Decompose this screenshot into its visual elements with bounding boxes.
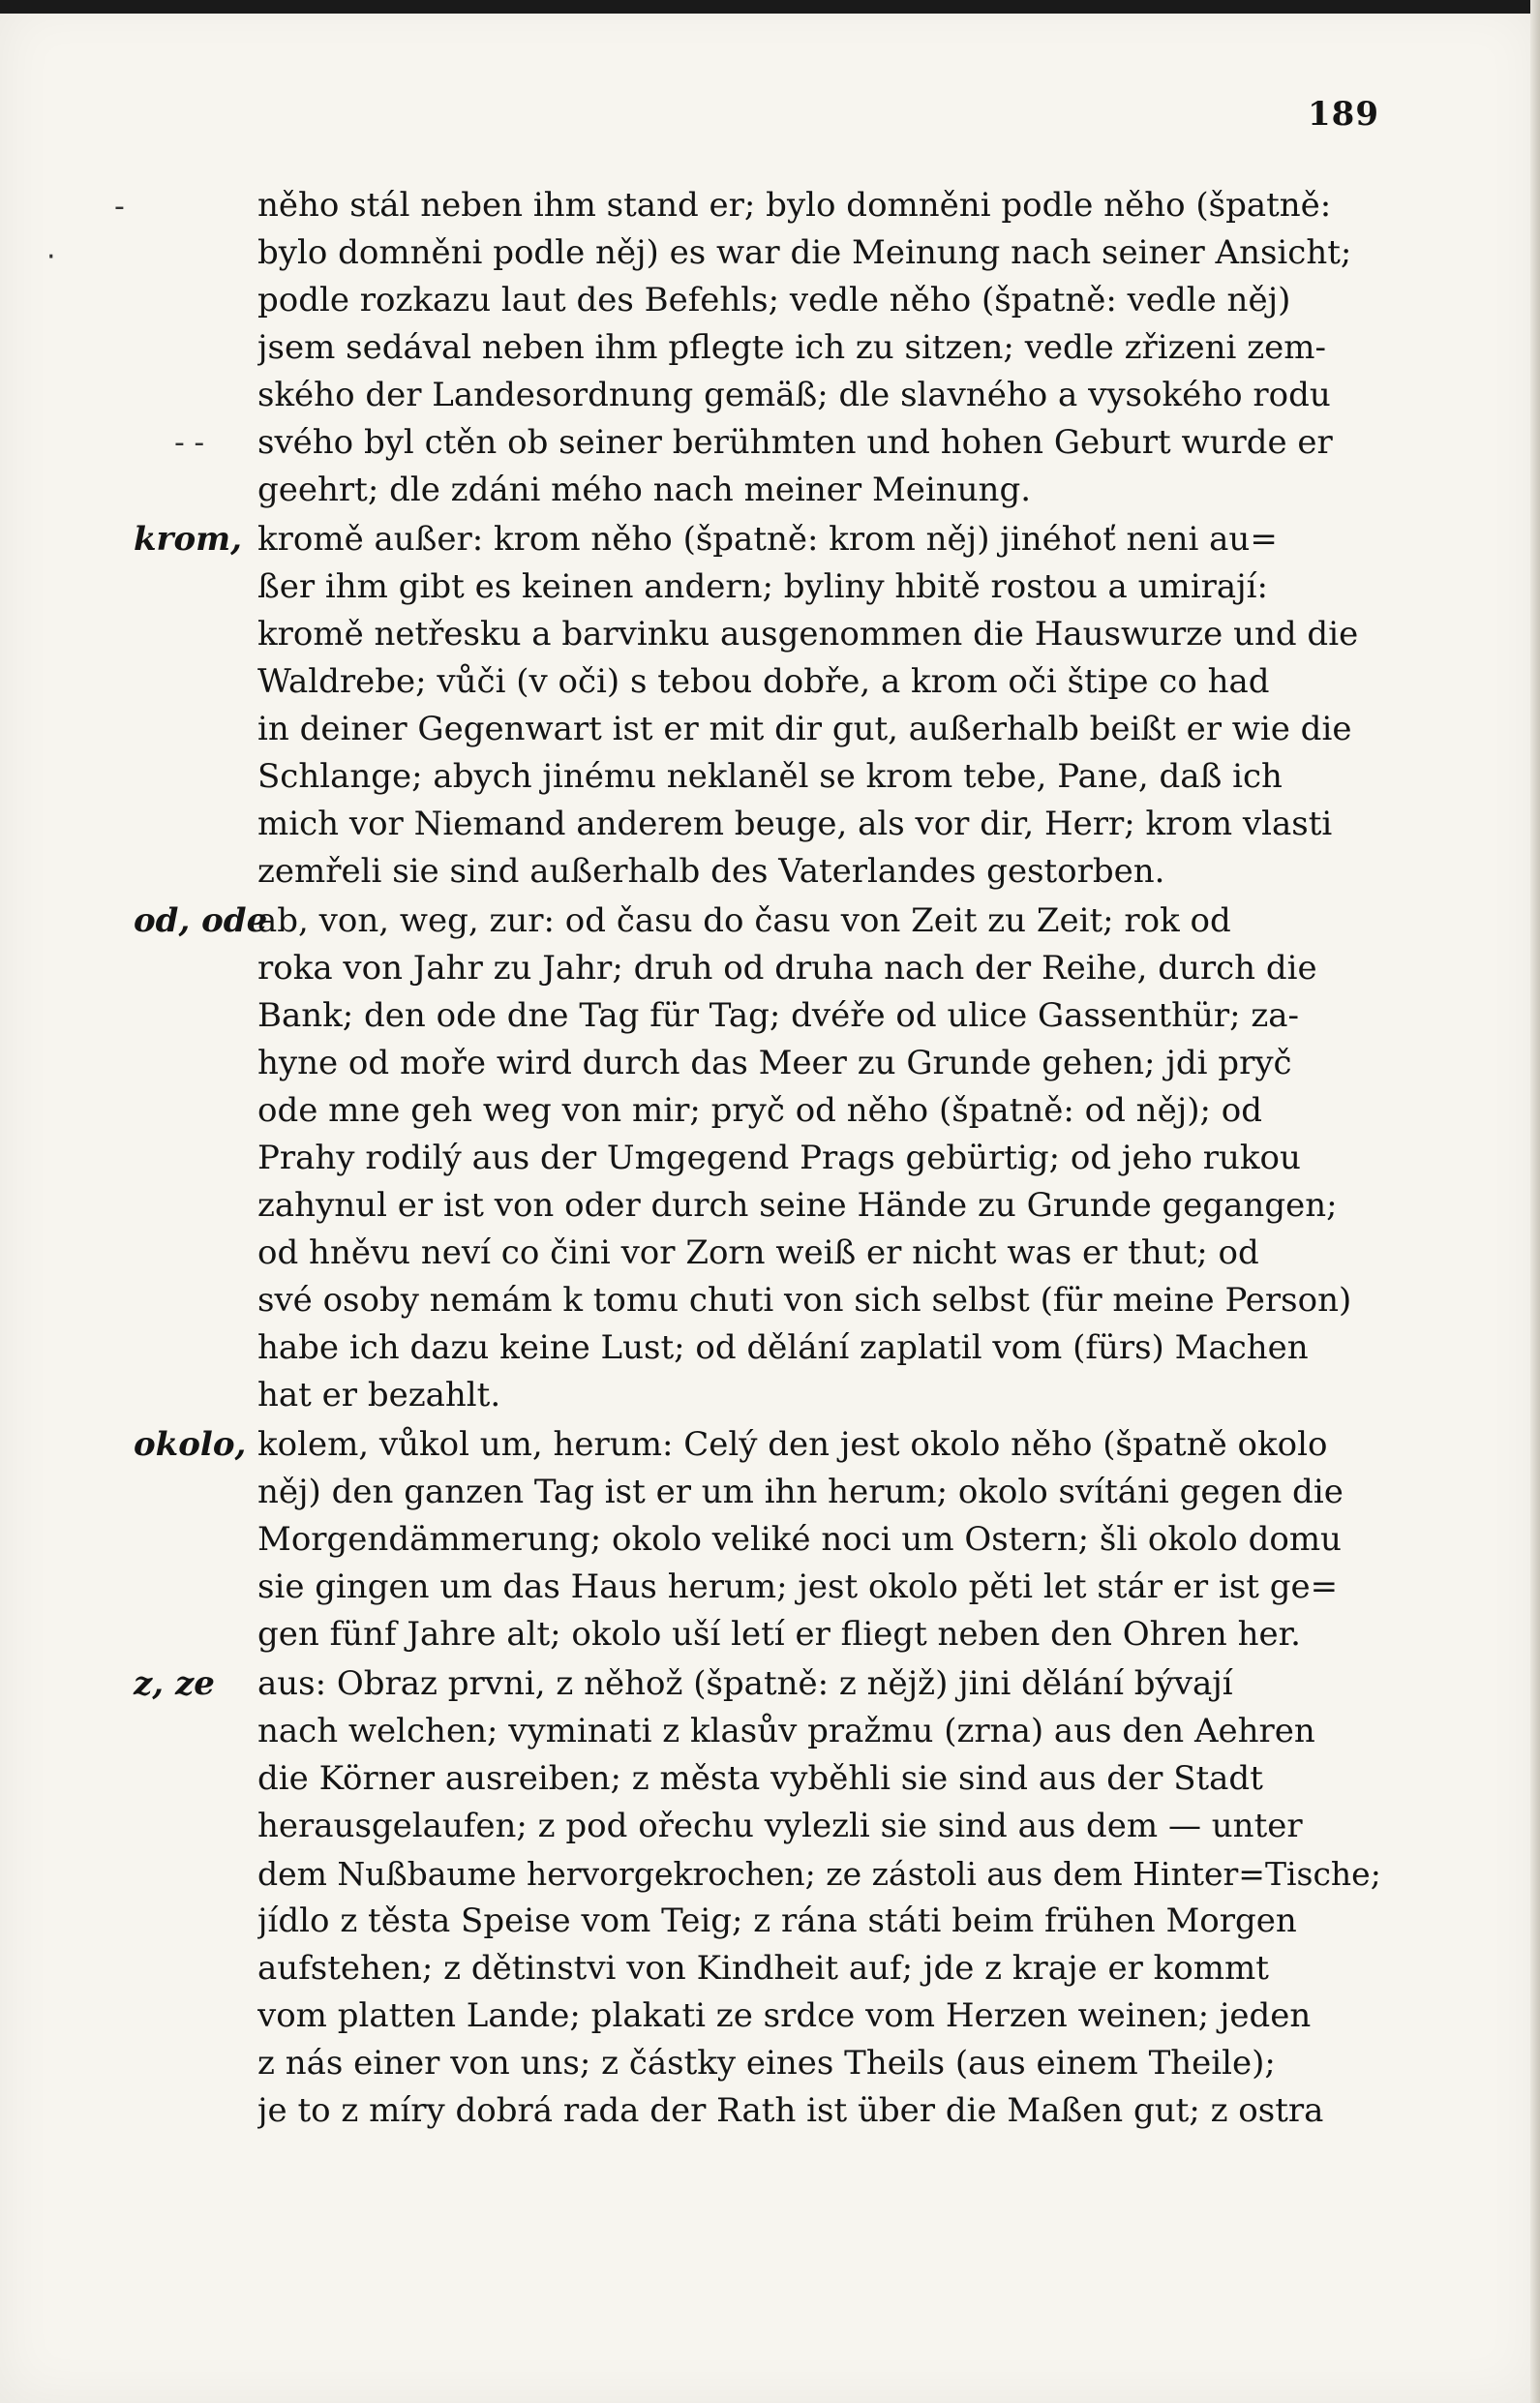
text-line: Prahy rodilý aus der Umgegend Prags gebürtig; od jeho rukou bbox=[257, 1139, 1301, 1177]
entry-body bbox=[257, 1660, 1382, 2135]
page-side-edge bbox=[1530, 0, 1540, 2403]
text-line: in deiner Gegenwart ist er mit dir gut, außerhalb beißt er wie die bbox=[257, 710, 1352, 748]
text-line: roka von Jahr zu Jahr; druh od druha nach der Reihe, durch die bbox=[257, 949, 1317, 988]
text-line: Bank; den ode dne Tag für Tag; dvéře od ulice Gassenthür; za- bbox=[257, 996, 1300, 1035]
text-line: ab, von, weg, zur: od času do času von Zeit zu Zeit; rok od bbox=[257, 901, 1231, 940]
text-line: herausgelaufen; z pod ořechu vylezli sie sind aus dem — unter bbox=[257, 1807, 1303, 1845]
entry-krom bbox=[134, 516, 1382, 896]
text-line: Schlange; abych jinému neklaněl se krom tebe, Pane, daß ich bbox=[257, 757, 1283, 796]
text-line: Waldrebe; vůči (v oči) s tebou dobře, a krom oči štipe co had bbox=[257, 662, 1270, 701]
margin-mark-third: - - bbox=[174, 426, 205, 460]
text-line: Morgendämmerung; okolo veliké noci um Ostern; šli okolo domu bbox=[257, 1520, 1342, 1559]
text-line: ode mne geh weg von mir; pryč od něho (špatně: od něj); od bbox=[257, 1091, 1262, 1130]
text-line: kromě netřesku a barvinku ausgenommen die Hauswurze und die bbox=[257, 615, 1359, 654]
text-line: vom platten Lande; plakati ze srdce vom Herzen weinen; jeden bbox=[257, 1996, 1312, 2035]
entry-headword: od, ode bbox=[134, 901, 268, 940]
text-line: zahynul er ist von oder durch seine Hände zu Grunde gegangen; bbox=[257, 1186, 1338, 1225]
text-line: zemřeli sie sind außerhalb des Vaterlandes gestorben. bbox=[257, 852, 1165, 891]
text-line: svého byl ctěn ob seiner berühmten und hohen Geburt wurde er bbox=[257, 423, 1333, 462]
text-line: aus: Obraz prvni, z něhož (špatně: z nějž) jini dělání bývají bbox=[257, 1664, 1233, 1703]
text-line: mich vor Niemand anderem beuge, als vor dir, Herr; krom vlasti bbox=[257, 805, 1333, 843]
margin-mark-first: - bbox=[114, 190, 125, 224]
top-edge-rule bbox=[0, 0, 1540, 14]
text-line: die Körner ausreiben; z města vyběhli sie sind aus der Stadt bbox=[257, 1759, 1263, 1798]
entry-headword: z, ze bbox=[134, 1664, 215, 1703]
entry-continuation bbox=[134, 182, 1382, 514]
text-line: jídlo z těsta Speise vom Teig; z rána státi beim frühen Morgen bbox=[257, 1901, 1297, 1940]
text-line: hyne od moře wird durch das Meer zu Grunde gehen; jdi pryč bbox=[257, 1044, 1292, 1082]
text-line: své osoby nemám k tomu chuti von sich selbst (für meine Person) bbox=[257, 1281, 1352, 1320]
text-line: geehrt; dle zdáni mého nach meiner Meinung. bbox=[257, 471, 1032, 509]
text-line: nach welchen; vyminati z klasův pražmu (zrna) aus den Aehren bbox=[257, 1712, 1315, 1750]
entry-headword: okolo, bbox=[134, 1425, 247, 1464]
text-line: habe ich dazu keine Lust; od dělání zaplatil vom (fürs) Machen bbox=[257, 1328, 1309, 1367]
margin-mark-second: · bbox=[46, 240, 56, 274]
text-line: sie gingen um das Haus herum; jest okolo pěti let stár er ist ge= bbox=[257, 1567, 1339, 1606]
entry-z bbox=[134, 1660, 1382, 2135]
text-line: ského der Landesordnung gemäß; dle slavného a vysokého rodu bbox=[257, 376, 1331, 414]
text-line: ßer ihm gibt es keinen andern; byliny hbitě rostou a umirají: bbox=[257, 567, 1269, 606]
entry-body bbox=[257, 897, 1382, 1419]
entry-od bbox=[134, 897, 1382, 1419]
text-line: bylo domněni podle něj) es war die Meinung nach seiner Ansicht; bbox=[257, 233, 1352, 272]
text-line: jsem sedával neben ihm pflegte ich zu sitzen; vedle zřizeni zem- bbox=[257, 328, 1327, 367]
text-line: kromě außer: krom něho (špatně: krom něj) jinéhoť neni au= bbox=[257, 520, 1278, 559]
text-line: gen fünf Jahre alt; okolo uší letí er fliegt neben den Ohren her. bbox=[257, 1615, 1301, 1654]
text-line: podle rozkazu laut des Befehls; vedle něho (špatně: vedle něj) bbox=[257, 281, 1291, 319]
text-line: dem Nußbaume hervorgekrochen; ze zástoli aus dem Hinter=Tische; bbox=[257, 1855, 1381, 1893]
dictionary-text-block bbox=[134, 182, 1382, 2137]
entry-headword: krom, bbox=[134, 520, 242, 559]
page-number: 189 bbox=[1308, 95, 1379, 134]
entry-okolo bbox=[134, 1421, 1382, 1658]
text-line: aufstehen; z dětinstvi von Kindheit auf; jde z kraje er kommt bbox=[257, 1949, 1269, 1988]
text-line: je to z míry dobrá rada der Rath ist über die Maßen gut; z ostra bbox=[257, 2091, 1324, 2130]
text-line: něho stál neben ihm stand er; bylo domněni podle něho (špatně: bbox=[257, 186, 1332, 225]
text-line: od hněvu neví co čini vor Zorn weiß er nicht was er thut; od bbox=[257, 1233, 1259, 1272]
entry-body bbox=[257, 182, 1382, 514]
text-line: z nás einer von uns; z částky eines Theils (aus einem Theile); bbox=[257, 2044, 1276, 2083]
text-line: hat er bezahlt. bbox=[257, 1376, 501, 1414]
entry-body bbox=[257, 516, 1382, 896]
text-line: kolem, vůkol um, herum: Celý den jest okolo něho (špatně okolo bbox=[257, 1425, 1328, 1464]
text-line: něj) den ganzen Tag ist er um ihn herum; okolo svítáni gegen die bbox=[257, 1473, 1344, 1511]
entry-body bbox=[257, 1421, 1382, 1658]
